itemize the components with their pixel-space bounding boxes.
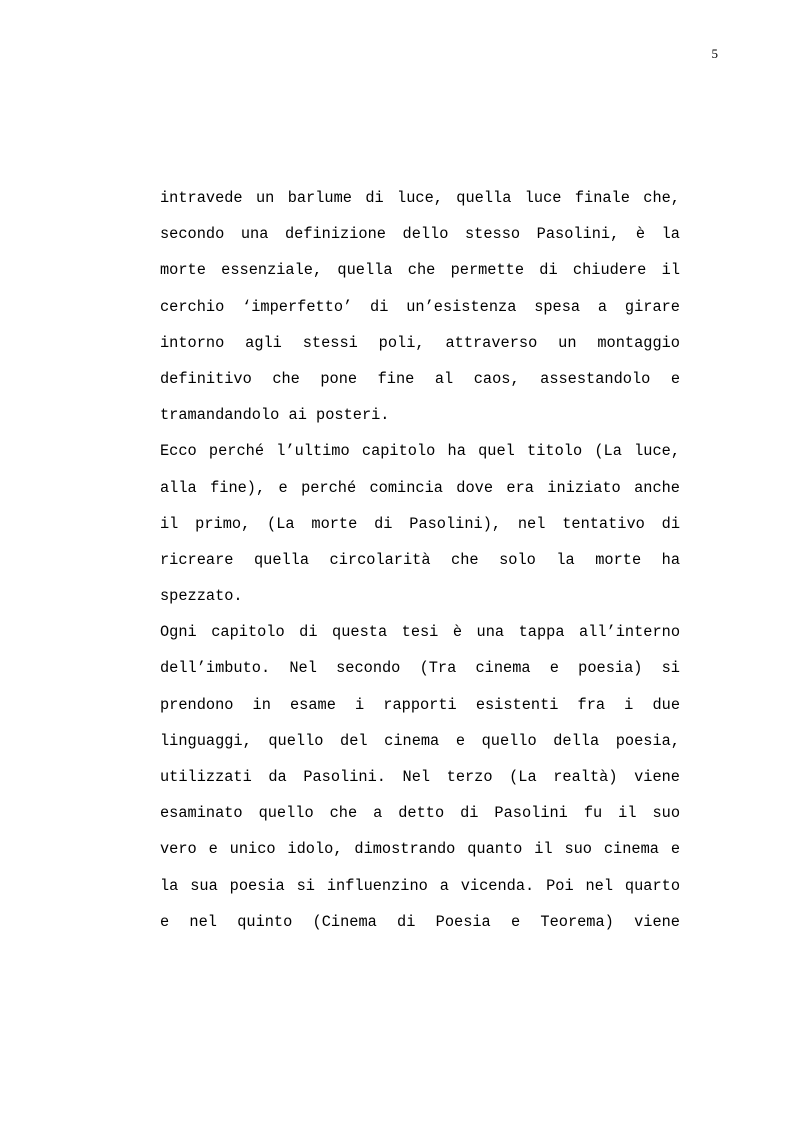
text-line: linguaggi, quello del cinema e quello della poesia, — [160, 731, 680, 750]
text-line: intorno agli stessi poli, attraverso un montaggio — [160, 333, 680, 352]
text-line: definitivo che pone fine al caos, assestandolo e — [160, 369, 680, 388]
text-line: intravede un barlume di luce, quella luce finale che, — [160, 189, 680, 207]
text-line: tramandandolo ai posteri. — [160, 406, 390, 425]
text-line: Ogni capitolo di questa tesi è una tappa all’interno — [160, 623, 680, 642]
text-line: la sua poesia si influenzino a vicenda. Poi nel quarto — [160, 876, 680, 895]
text-line: Ecco perché l’ultimo capitolo ha quel titolo (La luce, — [160, 442, 680, 461]
text-line: utilizzati da Pasolini. Nel terzo (La realtà) viene — [160, 768, 680, 786]
text-line: alla fine), e perché comincia dove era iniziato anche — [160, 478, 680, 497]
text-line: dell’imbuto. Nel secondo (Tra cinema e poesia) si — [160, 659, 680, 678]
text-line: esaminato quello che a detto di Pasolini fu il suo — [160, 804, 680, 823]
body-text — [160, 180, 680, 940]
text-line: secondo una definizione dello stesso Pasolini, è la — [160, 225, 680, 244]
text-line: vero e unico idolo, dimostrando quanto il suo cinema e — [160, 840, 680, 859]
text-line: il primo, (La morte di Pasolini), nel tentativo di — [160, 514, 680, 533]
text-line: e nel quinto (Cinema di Poesia e Teorema) viene — [160, 912, 680, 931]
text-line: morte essenziale, quella che permette di chiudere il — [160, 261, 680, 280]
page-number: 5 — [711, 46, 718, 61]
text-line: cerchio ‘imperfetto’ di un’esistenza spesa a girare — [160, 297, 680, 316]
text-line: ricreare quella circolarità che solo la morte ha — [160, 550, 680, 569]
text-line: prendono in esame i rapporti esistenti fra i due — [160, 695, 680, 714]
text-line: spezzato. — [160, 587, 243, 606]
